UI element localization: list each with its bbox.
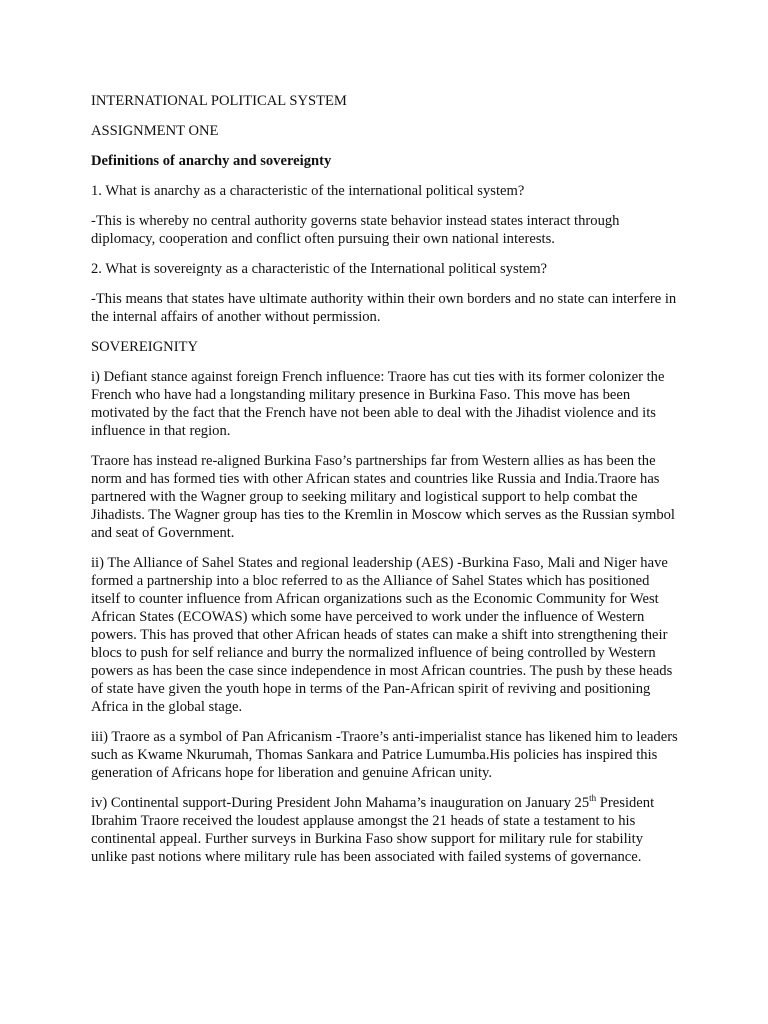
question-1: 1. What is anarchy as a characteristic of the international political system? [91,183,525,199]
paragraph-continental-support [91,794,681,866]
document-page [91,92,681,878]
continental-support-text-start: iv) Continental support-During President John Mahama’s inauguration on January 25 [91,795,590,811]
paragraph-realignment: Traore has instead re-aligned Burkina Faso’s partnerships far from Western allies as has been the norm and has formed ties with other African states and countries like Russia and India.Traore has partnered with the Wagner group to seeking military and logistical support to help combat the Jihadists. The Wagner group has ties to the Kremlin in Moscow which serves as the Russian symbol and seat of Government. [91,453,675,541]
answer-2: -This means that states have ultimate authority within their own borders and no state can interfere in the internal affairs of another without permission. [91,291,677,325]
paragraph-defiant-stance: i) Defiant stance against foreign French influence: Traore has cut ties with its former colonizer the French who have had a longstanding military presence in Burkina Faso. This move has been motivated by the fact that the French have not been able to deal with the Jihadist violence and its influence in that region. [91,369,665,439]
ordinal-suffix: th [589,793,597,804]
paragraph-sahel-alliance: ii) The Alliance of Sahel States and regional leadership (AES) -Burkina Faso, Mali and Niger have formed a partnership into a bloc referred to as the Alliance of Sahel States which has positioned itself to counter influence from African organizations such as the Economic Community for West African States (ECOWAS) which some have perceived to work under the influence of Western powers. This has proved that other African heads of states can make a shift into strengthening their blocs to push for self reliance and burry the normalized influence of being controlled by Western powers as has been the case since independence in most African countries. The push by these heads of state have given the youth hope in terms of the Pan-African spirit of reviving and positioning Africa in the global stage. [91,555,673,715]
paragraph-pan-africanism: iii) Traore as a symbol of Pan Africanism -Traore’s anti-imperialist stance has likened him to leaders such as Kwame Nkurumah, Thomas Sankara and Patrice Lumumba.His policies has inspired this generation of Africans hope for liberation and genuine African unity. [91,729,678,781]
continental-support-text-end: President Ibrahim Traore received the loudest applause amongst the 21 heads of state a testament to his continental appeal. Further surveys in Burkina Faso show support for military rule for stability unlike past notions where military rule has been associated with failed systems of governance. [91,795,655,865]
assignment-label: ASSIGNMENT ONE [91,123,219,139]
section-heading: Definitions of anarchy and sovereignty [91,153,332,169]
answer-1: -This is whereby no central authority governs state behavior instead states interact through diplomacy, cooperation and conflict often pursuing their own national interests. [91,213,620,247]
document-title: INTERNATIONAL POLITICAL SYSTEM [91,93,347,109]
question-2: 2. What is sovereignty as a characteristic of the International political system? [91,261,548,277]
sovereignty-heading: SOVEREIGNITY [91,339,199,355]
